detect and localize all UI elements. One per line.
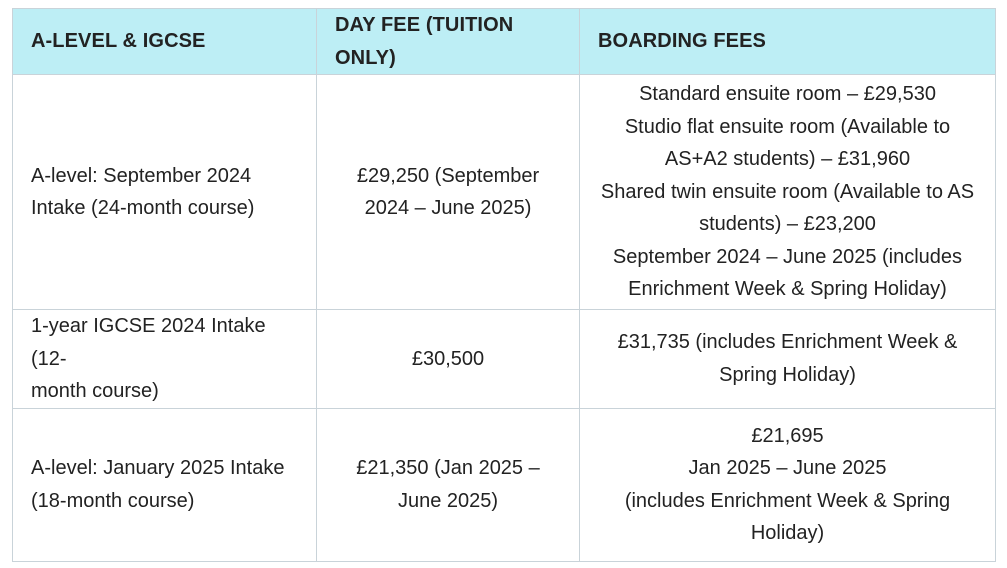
header-boarding-fees: BOARDING FEES bbox=[580, 9, 996, 75]
boarding-fee-text: Standard ensuite room – £29,530 bbox=[639, 83, 936, 106]
boarding-fee-cell bbox=[580, 75, 996, 310]
header-day-fee: DAY FEE (TUITION ONLY) bbox=[317, 9, 580, 75]
boarding-fee-text: Shared twin ensuite room (Available to AS bbox=[600, 180, 975, 203]
day-fee-text: £29,250 (September bbox=[356, 164, 540, 187]
fees-table bbox=[12, 8, 996, 562]
day-fee-cell bbox=[317, 408, 580, 561]
boarding-fee-text: Studio flat ensuite room (Available to bbox=[624, 115, 951, 138]
day-fee-text: £21,350 (Jan 2025 – bbox=[356, 457, 540, 479]
table-row bbox=[13, 310, 996, 409]
course-text: (18-month course) bbox=[31, 489, 195, 512]
course-text: Intake (24-month course) bbox=[31, 197, 255, 219]
day-fee-text: 2024 – June 2025) bbox=[364, 197, 532, 219]
boarding-fee-text: students) – £23,200 bbox=[699, 213, 876, 236]
boarding-fee-text: Jan 2025 – June 2025 bbox=[688, 457, 887, 479]
table-row bbox=[13, 408, 996, 561]
boarding-fee-text: Enrichment Week & Spring Holiday) bbox=[628, 278, 947, 301]
course-cell bbox=[13, 310, 317, 409]
table-header-row bbox=[13, 9, 996, 75]
day-fee-text: June 2025) bbox=[397, 489, 499, 512]
course-text: A-level: January 2025 Intake bbox=[31, 457, 285, 479]
course-text: month course) bbox=[31, 380, 159, 402]
boarding-fee-cell bbox=[580, 408, 996, 561]
course-text: A-level: September 2024 bbox=[31, 164, 252, 187]
header-course: A-LEVEL & IGCSE bbox=[13, 9, 317, 75]
boarding-fee-text: (includes Enrichment Week & Spring bbox=[624, 489, 951, 512]
boarding-fee-text: £21,695 bbox=[751, 424, 824, 447]
day-fee-cell bbox=[317, 75, 580, 310]
course-cell bbox=[13, 75, 317, 310]
boarding-fee-text: Spring Holiday) bbox=[719, 363, 856, 386]
table-row bbox=[13, 75, 996, 310]
boarding-fee-cell bbox=[580, 310, 996, 409]
course-text: 1-year IGCSE 2024 Intake (12- bbox=[31, 315, 266, 370]
boarding-fee-text: Holiday) bbox=[750, 522, 825, 544]
boarding-fee-text: AS+A2 students) – £31,960 bbox=[664, 148, 911, 171]
day-fee-text: £30,500 bbox=[411, 347, 485, 370]
day-fee-cell bbox=[317, 310, 580, 409]
boarding-fee-text: September 2024 – June 2025 (includes bbox=[612, 245, 963, 268]
boarding-fee-text: £31,735 (includes Enrichment Week & bbox=[617, 331, 958, 354]
course-cell bbox=[13, 408, 317, 561]
